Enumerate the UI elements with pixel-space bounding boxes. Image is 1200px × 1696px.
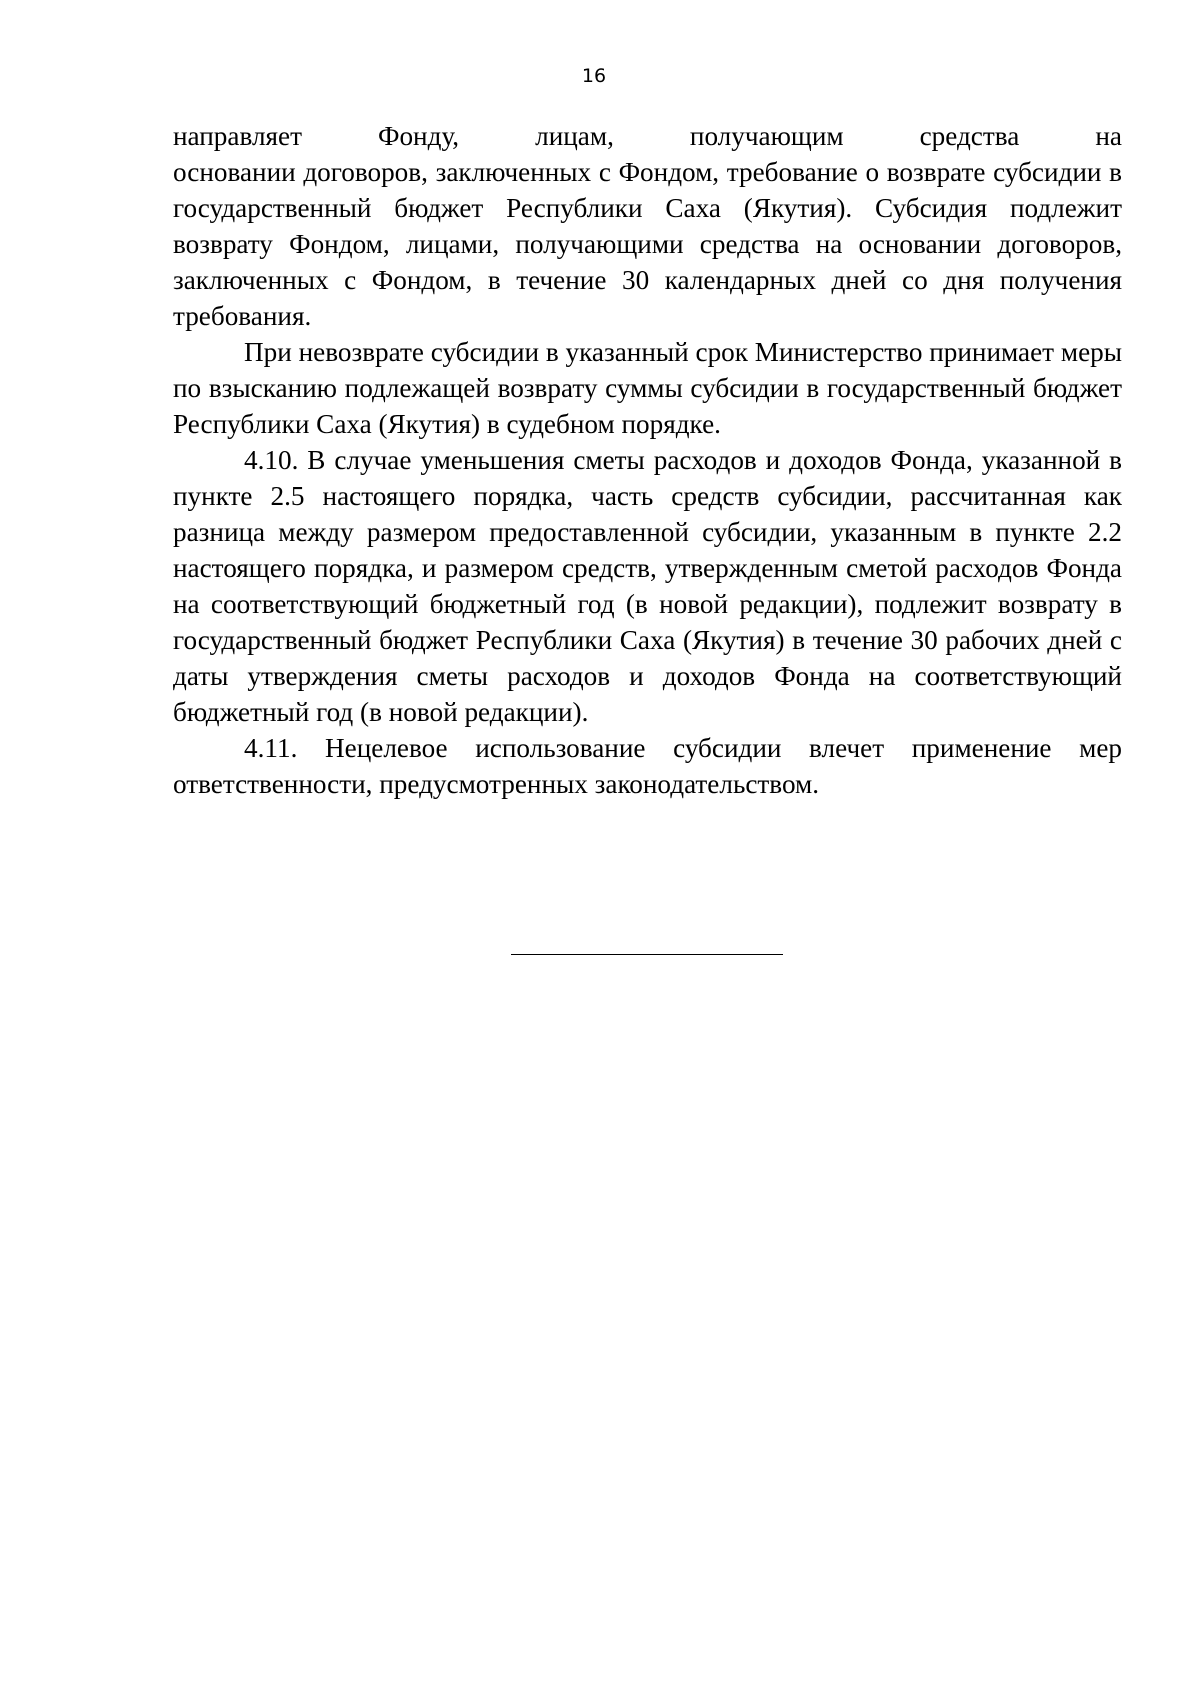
word: лицам, [535, 121, 614, 151]
word: на [1095, 121, 1122, 151]
word: Фонду, [377, 121, 460, 151]
word: средства [919, 121, 1020, 151]
page-number: 16 [581, 65, 607, 87]
paragraph-4-10: 4.10. В случае уменьшения сметы расходов и доходов Фонда, указанной в пункте 2.5 настоящего порядка, часть средств субсидии, рассчитанная как разница между размером предоставленной субсидии, указанным в пункте 2.2 настоящего порядка, и размером средств, утвержденным сметой расходов Фонда на соответствующий бюджетный год (в новой редакции), подлежит возврату в государственный бюджет Республики Саха (Якутия) в течение 30 рабочих дней с даты утверждения сметы расходов и доходов Фонда на соответствующий бюджетный год (в новой редакции). [173, 445, 1122, 727]
word: направляет [173, 121, 302, 151]
word: получающим [689, 121, 844, 151]
paragraph-non-return: При невозврате субсидии в указанный срок Министерство принимает меры по взысканию подлежащей возврату суммы субсидии в государственный бюджет Республики Саха (Якутия) в судебном порядке. [173, 337, 1122, 439]
continued-first-line [173, 118, 1122, 154]
paragraph-4-11: 4.11. Нецелевое использование субсидии влечет применение мер ответственности, предусмотренных законодательством. [173, 733, 1122, 799]
end-of-document-rule [511, 954, 783, 955]
paragraph-continued: основании договоров, заключенных с Фондом, требование о возврате субсидии в государственный бюджет Республики Саха (Якутия). Субсидия подлежит возврату Фондом, лицами, получающими средства на основании договоров, заключенных с Фондом, в течение 30 календарных дней со дня получения требования. [173, 157, 1122, 331]
document-body [173, 118, 1122, 802]
